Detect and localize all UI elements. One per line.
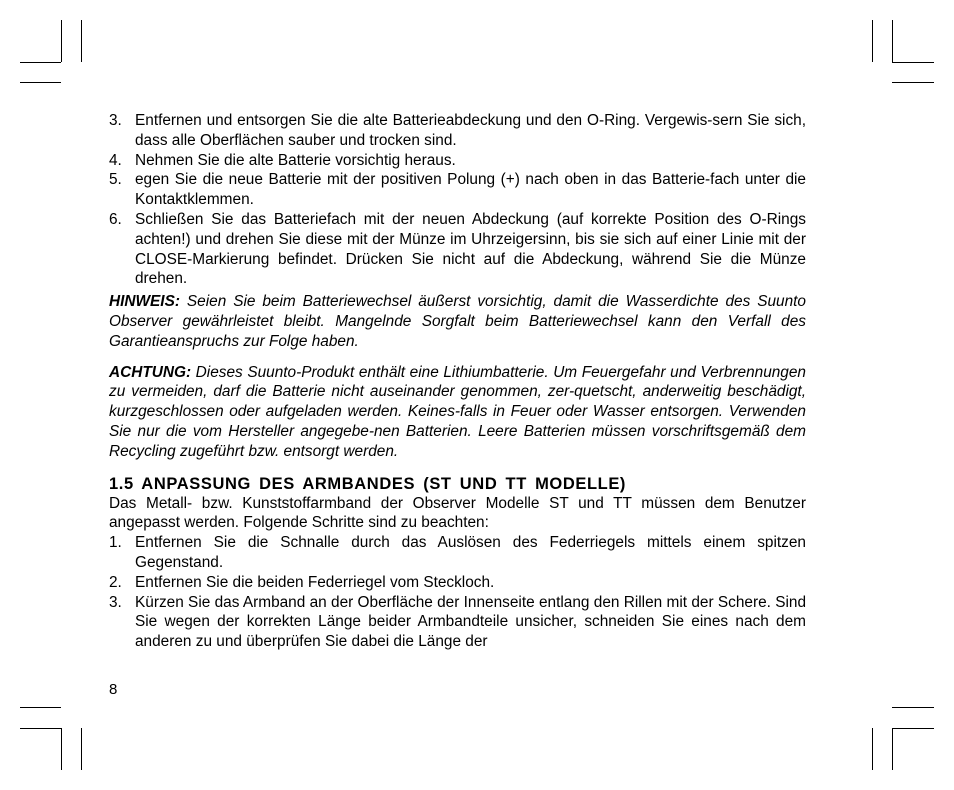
crop-mark xyxy=(892,707,934,708)
list-item xyxy=(109,533,806,573)
battery-steps-list xyxy=(109,111,806,289)
list-text: Entfernen und entsorgen Sie die alte Batterieabdeckung und den O-Ring. Vergewis-sern Sie sich, dass alle Oberflächen sauber und trocken sind. xyxy=(135,112,806,149)
list-item xyxy=(109,170,806,210)
crop-mark xyxy=(81,20,82,62)
page-number: 8 xyxy=(109,681,118,698)
list-text: egen Sie die neue Batterie mit der positiven Polung (+) nach oben in das Batterie-fach unter die Kontaktklemmen. xyxy=(135,171,806,209)
list-number: 3. xyxy=(109,112,122,129)
crop-mark xyxy=(61,20,62,62)
achtung-text: Dieses Suunto-Produkt enthält eine Lithiumbatterie. Um Feuergefahr und Verbrennungen zu vermeiden, darf die Batterie nicht auseinander genommen, zer-quetscht, anderweitig beschädigt, kurzgeschlossen oder aufgeladen werden. Keines-falls in Feuer oder Wasser entsorgen. Verwenden Sie nur die vom Hersteller angegebe-nen Batterien. Leere Batterien müssen vorschriftsgemäß dem Recycling zugeführt bzw. entsorgt werden. xyxy=(109,363,806,460)
crop-mark xyxy=(892,82,934,83)
list-item xyxy=(109,151,806,171)
crop-mark xyxy=(872,20,873,62)
list-number: 4. xyxy=(109,151,122,169)
crop-mark xyxy=(81,728,82,770)
crop-mark xyxy=(20,82,61,83)
crop-mark xyxy=(61,728,62,770)
crop-mark xyxy=(20,62,61,63)
crop-mark xyxy=(892,62,934,63)
list-text: Entfernen Sie die Schnalle durch das Auslösen des Federriegels mittels einem spitzen Gegenstand. xyxy=(135,534,806,571)
list-item xyxy=(109,210,806,289)
section-heading: 1.5 ANPASSUNG DES ARMBANDES (ST UND TT MODELLE) xyxy=(109,474,627,493)
achtung-label: ACHTUNG: xyxy=(109,363,192,381)
crop-mark xyxy=(20,707,61,708)
crop-mark xyxy=(892,20,893,62)
list-text: Kürzen Sie das Armband an der Oberfläche der Innenseite entlang den Rillen mit der Schere. Sind Sie wegen der korrekten Länge beider Armbandteile unsicher, schneiden Sie eines nach dem anderen zu und überprüfen Sie dabei die Länge der xyxy=(135,593,806,651)
list-text: Nehmen Sie die alte Batterie vorsichtig heraus. xyxy=(135,151,456,169)
strap-steps-list xyxy=(109,533,806,652)
list-number: 5. xyxy=(109,171,122,189)
crop-mark xyxy=(892,728,934,729)
list-item xyxy=(109,573,806,593)
list-item xyxy=(109,593,806,652)
crop-mark xyxy=(872,728,873,770)
hinweis-label: HINWEIS: xyxy=(109,293,180,311)
list-number: 2. xyxy=(109,573,122,591)
list-item xyxy=(109,111,806,151)
crop-mark xyxy=(892,728,893,770)
list-number: 1. xyxy=(109,534,122,552)
section-intro: Das Metall- bzw. Kunststoffarmband der Observer Modelle ST und TT müssen dem Benutzer angepasst werden. Folgende Schritte sind zu beachten: xyxy=(109,494,806,532)
hinweis-note xyxy=(109,292,806,351)
list-number: 6. xyxy=(109,210,122,228)
crop-mark xyxy=(20,728,61,729)
achtung-warning xyxy=(109,363,806,462)
list-text: Schließen Sie das Batteriefach mit der neuen Abdeckung (auf korrekte Position des O-Rings achten!) und drehen Sie diese mit der Münze im Uhrzeigersinn, bis sie sich auf einer Linie mit der CLOSE-Markierung befindet. Drücken Sie nicht auf die Abdeckung, während Sie die Münze drehen. xyxy=(135,210,806,288)
page-content xyxy=(109,111,806,652)
hinweis-text: Seien Sie beim Batteriewechsel äußerst vorsichtig, damit die Wasserdichte des Suunto Observer gewährleistet bleibt. Mangelnde Sorgfalt beim Batteriewechsel kann den Verfall des Garantieanspruchs zur Folge haben. xyxy=(109,293,806,350)
list-number: 3. xyxy=(109,593,122,611)
list-text: Entfernen Sie die beiden Federriegel vom Steckloch. xyxy=(135,573,495,591)
